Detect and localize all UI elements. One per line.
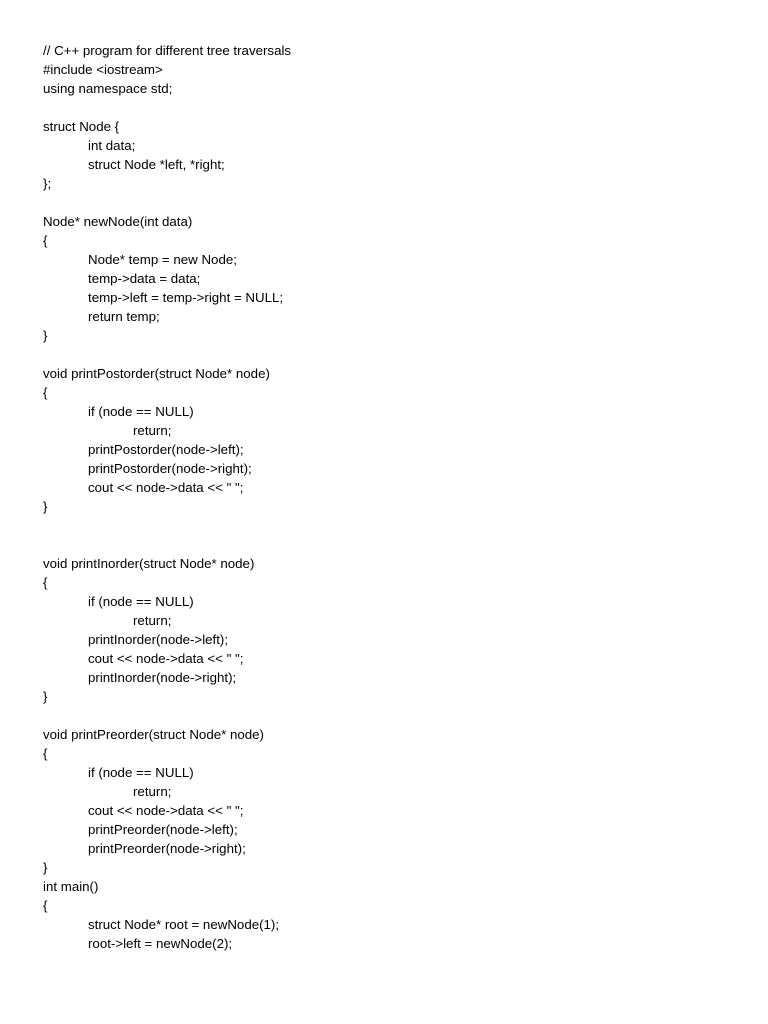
code-line: printInorder(node->left); [88,632,229,647]
code-listing [43,41,723,953]
code-line: temp->data = data; [88,271,201,286]
code-line: using namespace std; [43,81,173,96]
code-line: void printPostorder(struct Node* node) [43,366,270,381]
code-line: int data; [88,138,136,153]
blank-line [43,706,723,725]
code-line: if (node == NULL) [88,765,194,780]
blank-line [43,193,723,212]
code-line: void printPreorder(struct Node* node) [43,727,264,742]
code-line: return; [133,613,172,628]
code-line: printInorder(node->right); [88,670,237,685]
code-line: cout << node->data << " "; [88,480,244,495]
code-line: return; [133,784,172,799]
code-line: // C++ program for different tree traversals [43,43,292,58]
blank-line [43,535,723,554]
code-line: if (node == NULL) [88,594,194,609]
blank-line [43,345,723,364]
code-line: } [43,328,48,343]
code-line: cout << node->data << " "; [88,803,244,818]
code-line: { [43,898,48,913]
code-line: void printInorder(struct Node* node) [43,556,255,571]
code-line: temp->left = temp->right = NULL; [88,290,284,305]
code-line: printPostorder(node->left); [88,442,244,457]
code-line: struct Node { [43,119,120,134]
code-line: return temp; [88,309,160,324]
code-line: } [43,689,48,704]
code-line: { [43,385,48,400]
code-line: struct Node* root = newNode(1); [88,917,280,932]
code-line: struct Node *left, *right; [88,157,225,172]
code-line: Node* temp = new Node; [88,252,237,267]
code-line: } [43,499,48,514]
blank-line [43,98,723,117]
code-line: printPreorder(node->right); [88,841,246,856]
code-line: return; [133,423,172,438]
code-line: Node* newNode(int data) [43,214,193,229]
code-line: if (node == NULL) [88,404,194,419]
blank-line [43,516,723,535]
code-line: printPostorder(node->right); [88,461,252,476]
code-line: root->left = newNode(2); [88,936,233,951]
code-line: } [43,860,48,875]
code-line: }; [43,176,52,191]
code-line: { [43,575,48,590]
code-line: { [43,233,48,248]
code-line: int main() [43,879,99,894]
code-line: printPreorder(node->left); [88,822,238,837]
code-line: { [43,746,48,761]
code-line: cout << node->data << " "; [88,651,244,666]
code-line: #include <iostream> [43,62,163,77]
